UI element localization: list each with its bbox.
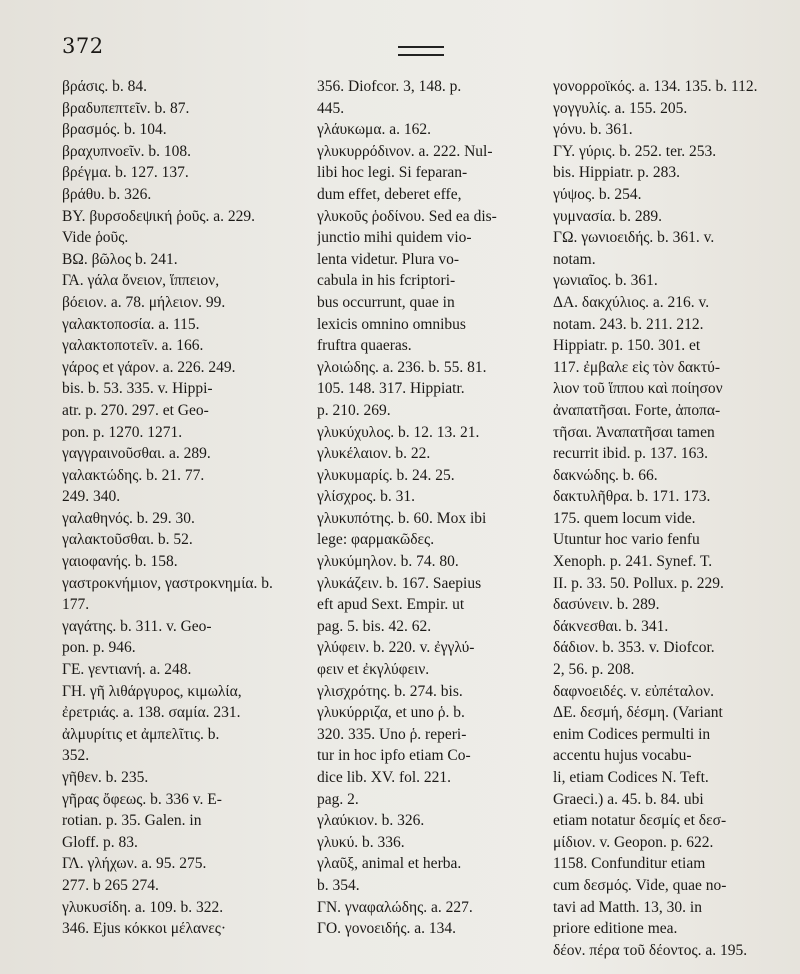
index-line: γῆρας ὄφεως. b. 336 v. E- bbox=[62, 790, 222, 808]
index-line: atr. p. 270. 297. et Geo- bbox=[62, 401, 209, 419]
index-line: βράσις. b. 84. bbox=[62, 78, 148, 95]
index-column-1 bbox=[62, 76, 305, 940]
index-line: Xenoph. p. 241. Synef. T. bbox=[553, 553, 713, 571]
index-line: δακνώδης. b. 66. bbox=[553, 466, 658, 484]
index-line: Graeci.) a. 45. b. 84. ubi bbox=[553, 790, 704, 808]
page-number: 372 bbox=[62, 34, 104, 58]
index-line: enim Codices permulti in bbox=[553, 725, 711, 743]
index-line: βράθυ. b. 326. bbox=[62, 185, 152, 203]
index-line: γλυκύμηλον. b. 74. 80. bbox=[317, 553, 459, 571]
index-line: pag. 5. bis. 42. 62. bbox=[317, 617, 432, 635]
index-line: 117. ἐμβαλε εἰς τὸν δακτύ- bbox=[553, 358, 721, 376]
index-line: γλυκοῦς ῥοδίνου. Sed ea dis- bbox=[317, 207, 497, 225]
index-line: rotian. p. 35. Galen. in bbox=[62, 812, 202, 830]
index-line: 1158. Confunditur etiam bbox=[553, 855, 706, 873]
index-line: γλαῦξ, animal et herba. bbox=[317, 855, 462, 873]
index-line: γαλακτοποσία. a. 115. bbox=[62, 315, 200, 333]
index-line: γλυκυπότης. b. 60. Mox ibi bbox=[317, 509, 487, 527]
index-line: Gloff. p. 83. bbox=[62, 833, 138, 851]
index-line: γλίσχρος. b. 31. bbox=[317, 488, 416, 506]
index-line: lexicis omnino omnibus bbox=[317, 315, 466, 333]
index-line: libi hoc legi. Si feparan- bbox=[317, 164, 468, 182]
index-line: γλυκύρριζα, et uno ῥ. b. bbox=[317, 704, 465, 722]
index-line: γλάυκωμα. a. 162. bbox=[317, 121, 431, 139]
index-line: pon. p. 1270. 1271. bbox=[62, 423, 183, 441]
index-line: ΓΗ. γῆ λιθάργυρος, κιμωλία, bbox=[62, 682, 242, 700]
index-line: γλαύκιον. b. 326. bbox=[317, 812, 425, 830]
index-line: 2, 56. p. 208. bbox=[553, 661, 635, 679]
index-line: δέον. πέρα τοῦ δέοντος. a. 195. bbox=[553, 941, 748, 959]
index-line: ΓΥ. γύρις. b. 252. ter. 253. bbox=[553, 142, 717, 160]
index-line: γαλαθηνός. b. 29. 30. bbox=[62, 509, 195, 527]
index-line: eft apud Sext. Empir. ut bbox=[317, 596, 465, 614]
index-line: βραδυπεπτεῖν. b. 87. bbox=[62, 99, 190, 117]
index-line: priore editione mea. bbox=[553, 920, 678, 938]
index-line: 105. 148. 317. Hippiatr. bbox=[317, 380, 465, 398]
index-line: γλοιώδης. a. 236. b. 55. 81. bbox=[317, 358, 487, 376]
index-line: βρασμός. b. 104. bbox=[62, 121, 167, 139]
index-line: dum effet, deberet effe, bbox=[317, 185, 462, 203]
index-line: ἐρετριάς. a. 138. σαμία. 231. bbox=[62, 704, 241, 722]
index-line: ΓΟ. γονοειδής. a. 134. bbox=[317, 920, 456, 938]
index-line: βρέγμα. b. 127. 137. bbox=[62, 164, 189, 182]
index-line: II. p. 33. 50. Pollux. p. 229. bbox=[553, 574, 724, 592]
index-line: γαγγραινοῦσθαι. a. 289. bbox=[62, 445, 211, 463]
index-line: βόειον. a. 78. μήλειον. 99. bbox=[62, 293, 226, 311]
index-line: 352. bbox=[62, 747, 90, 765]
index-line: Utuntur hoc vario fenfu bbox=[553, 531, 700, 549]
index-line: φειν et ἐκγλύφειν. bbox=[317, 661, 430, 679]
index-line: ΔΑ. δακχύλιος. a. 216. v. bbox=[553, 293, 710, 311]
index-line: 320. 335. Uno ῥ. reperi- bbox=[317, 725, 467, 743]
index-line: Vide ῥοῦς. bbox=[62, 229, 129, 247]
index-line: γονορροϊκός. a. 134. 135. b. 112. bbox=[553, 78, 758, 95]
index-line: 249. 340. bbox=[62, 488, 121, 506]
index-line: δαφνοειδές. v. εὐπέταλον. bbox=[553, 682, 715, 700]
index-line: 346. Ejus κόκκοι μέλανες· bbox=[62, 920, 226, 938]
index-line: γλυκέλαιον. b. 22. bbox=[317, 445, 431, 463]
index-line: ΓΑ. γάλα ὄνειον, ἵππειον, bbox=[62, 272, 220, 290]
index-line: pon. p. 946. bbox=[62, 639, 136, 657]
index-line: γυμνασία. b. 289. bbox=[553, 207, 662, 225]
index-line: γαλακτοποτεῖν. a. 166. bbox=[62, 337, 204, 355]
index-line: 175. quem locum vide. bbox=[553, 509, 696, 527]
index-line: μίδιον. v. Geopon. p. 622. bbox=[553, 833, 714, 851]
index-line: cabula in his fcriptori- bbox=[317, 272, 456, 290]
index-line: δακτυλῆθρα. b. 171. 173. bbox=[553, 488, 711, 506]
index-line: γαλακτώδης. b. 21. 77. bbox=[62, 466, 205, 484]
index-line: γαιοφανής. b. 158. bbox=[62, 553, 178, 571]
index-line: lege: φαρμακῶδες. bbox=[317, 531, 435, 549]
index-line: τῆσαι. Ἀναπατῆσαι tamen bbox=[553, 423, 715, 441]
index-line: γάρος et γάρον. a. 226. 249. bbox=[62, 358, 236, 376]
index-line: lenta videtur. Plura vo- bbox=[317, 250, 460, 268]
index-line: ΓΛ. γλήχων. a. 95. 275. bbox=[62, 855, 207, 873]
index-line: p. 210. 269. bbox=[317, 401, 391, 419]
index-line: tur in hoc ipfo etiam Co- bbox=[317, 747, 471, 765]
index-line: 445. bbox=[317, 99, 345, 117]
index-line: γλυκύ. b. 336. bbox=[317, 833, 405, 851]
index-line: ΓΩ. γωνιοειδής. b. 361. v. bbox=[553, 229, 715, 247]
index-line: γῆθεν. b. 235. bbox=[62, 769, 149, 786]
index-line: γύψος. b. 254. bbox=[553, 185, 642, 203]
index-line: γλύφειν. b. 220. v. ἐγγλύ- bbox=[317, 639, 475, 657]
index-column-2 bbox=[317, 76, 542, 940]
index-line: δάκνεσθαι. b. 341. bbox=[553, 617, 669, 635]
index-line: ΒΩ. βῶλος b. 241. bbox=[62, 250, 178, 268]
index-line: notam. bbox=[553, 250, 596, 268]
index-line: b. 354. bbox=[317, 876, 360, 894]
index-line: γλυκυμαρίς. b. 24. 25. bbox=[317, 466, 455, 484]
index-line: Hippiatr. p. 150. 301. et bbox=[553, 337, 701, 355]
index-line: γλισχρότης. b. 274. bis. bbox=[317, 682, 463, 700]
index-line: bis. b. 53. 335. v. Hippi- bbox=[62, 380, 213, 398]
index-line: tavi ad Matth. 13, 30. in bbox=[553, 898, 702, 916]
index-line: junctio mihi quidem vio- bbox=[317, 229, 472, 247]
index-line: δασύνειν. b. 289. bbox=[553, 596, 660, 614]
index-line: 356. Diofcor. 3, 148. p. bbox=[317, 78, 462, 95]
index-line: γαλακτοῦσθαι. b. 52. bbox=[62, 531, 193, 549]
index-line: γλυκυρρόδινον. a. 222. Nul- bbox=[317, 142, 493, 160]
index-line: bis. Hippiatr. p. 283. bbox=[553, 164, 681, 182]
index-line: cum δεσμός. Vide, quae no- bbox=[553, 876, 727, 894]
index-line: fruftra quaeras. bbox=[317, 337, 412, 355]
index-line: ἀλμυρίτις et ἀμπελῖτις. b. bbox=[62, 725, 220, 743]
index-line: βραχυπνοεῖν. b. 108. bbox=[62, 142, 191, 160]
index-line: bus occurrunt, quae in bbox=[317, 293, 455, 311]
index-line: ΒΥ. βυρσοδεψική ῥοῦς. a. 229. bbox=[62, 207, 256, 225]
index-line: dice lib. XV. fol. 221. bbox=[317, 769, 452, 786]
index-column-3 bbox=[553, 76, 791, 961]
index-line: li, etiam Codices N. Teft. bbox=[553, 769, 709, 786]
index-line: δάδιον. b. 353. v. Diofcor. bbox=[553, 639, 715, 657]
header-double-rule bbox=[398, 46, 444, 56]
index-line: notam. 243. b. 211. 212. bbox=[553, 315, 704, 333]
index-line: γλυκύχυλος. b. 12. 13. 21. bbox=[317, 423, 480, 441]
index-line: pag. 2. bbox=[317, 790, 359, 808]
index-line: accentu hujus vocabu- bbox=[553, 747, 692, 765]
index-line: γαγάτης. b. 311. v. Geo- bbox=[62, 617, 212, 635]
index-line: 177. bbox=[62, 596, 90, 614]
index-line: ἀναπατῆσαι. Forte, ἀποπα- bbox=[553, 401, 721, 419]
index-line: γωνιαῖος. b. 361. bbox=[553, 272, 658, 290]
index-line: ΓΕ. γεντιανή. a. 248. bbox=[62, 661, 192, 679]
index-line: γογγυλίς. a. 155. 205. bbox=[553, 99, 688, 117]
index-line: γλυκάζειν. b. 167. Saepius bbox=[317, 574, 482, 592]
index-line: etiam notatur δεσμίς et δεσ- bbox=[553, 812, 727, 830]
index-line: ΔΕ. δεσμή, δέσμη. (Variant bbox=[553, 704, 723, 722]
index-line: γαστροκνήμιον, γαστροκνημία. b. bbox=[62, 574, 273, 592]
index-line: ΓΝ. γναφαλώδης. a. 227. bbox=[317, 898, 473, 916]
index-line: γλυκυσίδη. a. 109. b. 322. bbox=[62, 898, 224, 916]
index-line: 277. b 265 274. bbox=[62, 876, 159, 894]
index-line: γόνυ. b. 361. bbox=[553, 121, 633, 139]
index-line: λιον τοῦ ἵππου καὶ ποίησον bbox=[553, 380, 723, 398]
index-line: recurrit ibid. p. 137. 163. bbox=[553, 445, 708, 463]
